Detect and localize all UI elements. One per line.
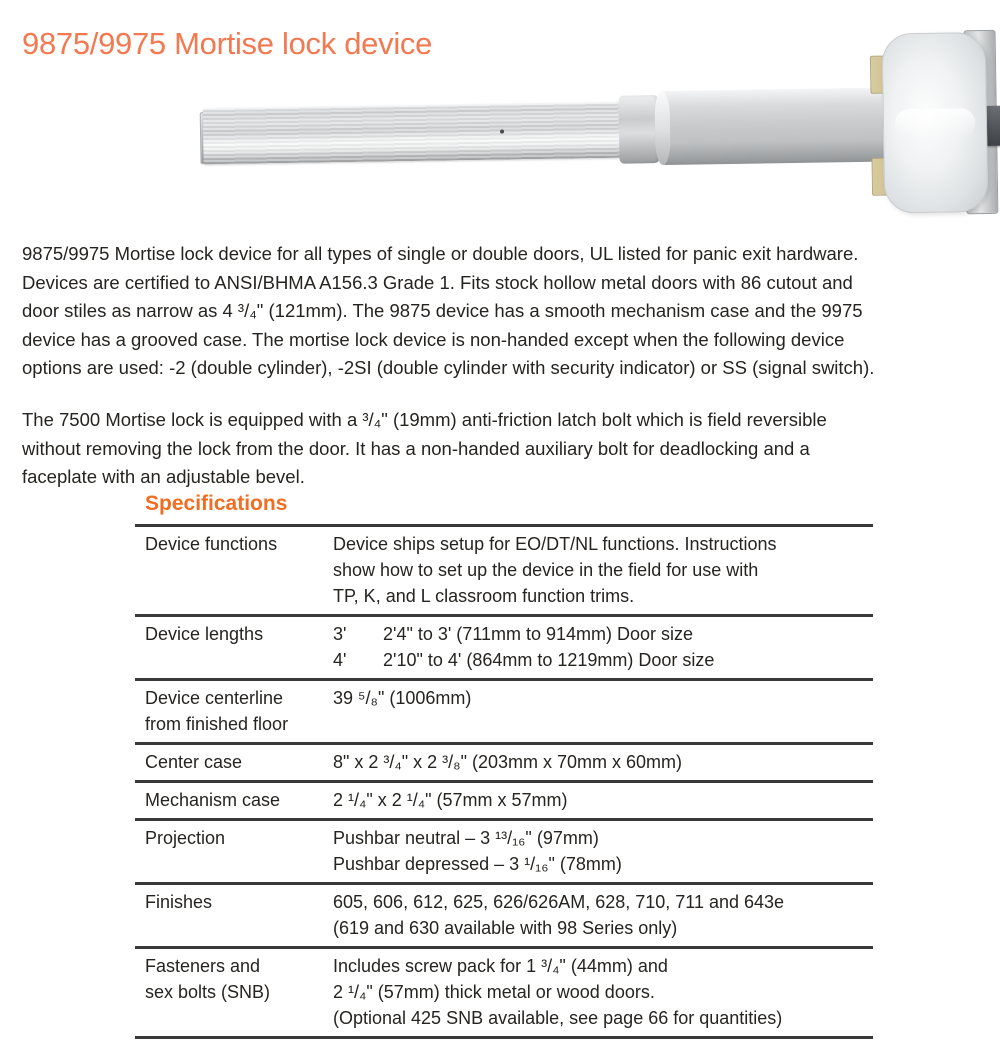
spec-row — [135, 821, 873, 885]
intro-paragraph-2: The 7500 Mortise lock is equipped with a ³/₄" (19mm) anti-friction latch bolt which is field reversible without removing the lock from the door. It has a non-handed auxiliary bolt for deadlocking and a faceplate with an adjustable bevel. — [22, 409, 827, 487]
spec-row-label — [135, 531, 333, 609]
spec-row — [135, 681, 873, 745]
spec-row-value — [333, 787, 873, 813]
spec-row-label — [135, 889, 333, 941]
specifications-heading: Specifications — [145, 492, 288, 515]
spec-value-line: TP, K, and L classroom function trims. — [333, 586, 635, 606]
page-title: 9875/9975 Mortise lock device — [22, 26, 433, 61]
specifications-table — [135, 524, 873, 1039]
spec-row-value — [333, 621, 873, 673]
spec-row — [135, 527, 873, 617]
pushbar-rail — [203, 101, 654, 164]
device-length-size: 4' — [333, 650, 347, 670]
spec-value-line: Pushbar neutral – 3 ¹³/₁₆" (97mm) — [333, 828, 599, 848]
spec-row-label — [135, 825, 333, 877]
spec-value-line: 2 ¹/₄" x 2 ¹/₄" (57mm x 57mm) — [333, 790, 568, 810]
device-length-size: 3' — [333, 624, 347, 644]
spec-label-line: from finished floor — [145, 714, 289, 734]
spec-row-value — [333, 749, 873, 775]
spec-row-label — [135, 749, 333, 775]
spec-row-label — [135, 621, 333, 673]
spec-row — [135, 949, 873, 1039]
spec-value-line: 39 ⁵/₈" (1006mm) — [333, 688, 472, 708]
rail-set-screw-dot — [500, 130, 504, 134]
spec-label-line: Device functions — [145, 534, 278, 554]
spec-row-label — [135, 685, 333, 737]
spec-label-line: Fasteners and — [145, 956, 261, 976]
spec-row — [135, 745, 873, 783]
spec-label-line: Projection — [145, 828, 226, 848]
tube-ring — [654, 91, 670, 165]
spec-value-line: Pushbar depressed – 3 ¹/₁₆" (78mm) — [333, 854, 622, 874]
spec-value-line: 8" x 2 ³/₄" x 2 ³/₈" (203mm x 70mm x 60mm) — [333, 752, 683, 772]
spec-row-value — [333, 825, 873, 877]
spec-value-line: 3' 2'4" to 3' (711mm to 914mm) Door size — [333, 621, 873, 647]
spec-label-line: sex bolts (SNB) — [145, 982, 271, 1002]
spec-row-value — [333, 953, 873, 1031]
spec-row-label — [135, 787, 333, 813]
spec-label-line: Mechanism case — [145, 790, 281, 810]
spec-row — [135, 885, 873, 949]
spec-row-value — [333, 889, 873, 941]
spec-value-line: Includes screw pack for 1 ³/₄" (44mm) and — [333, 956, 668, 976]
spec-value-line: (Optional 425 SNB available, see page 66 for quantities) — [333, 1008, 783, 1028]
spec-row — [135, 783, 873, 821]
spec-label-line: Finishes — [145, 892, 213, 912]
spec-row-value — [333, 685, 873, 737]
spec-row-value — [333, 531, 873, 609]
center-case-highlight — [895, 108, 975, 139]
spec-label-line: Device lengths — [145, 624, 264, 644]
spec-value-line: 605, 606, 612, 625, 626/626AM, 628, 710, 711 and 643e — [333, 892, 785, 912]
spec-value-line: 2 ¹/₄" (57mm) thick metal or wood doors. — [333, 982, 655, 1002]
spec-label-line: Center case — [145, 752, 243, 772]
mechanism-case-tube — [654, 87, 891, 165]
spec-row — [135, 617, 873, 681]
intro-paragraph-1: 9875/9975 Mortise lock device for all types of single or double doors, UL listed for panic exit hardware. Devices are certified to ANSI/BHMA A156.3 Grade 1. Fits stock hollow metal doors with 86 cutout and door stiles as narrow as 4 ³/₄" (121mm). The 9875 device has a smooth mechanism case and the 9975 device has a grooved case. The mortise lock device is non-handed except when the following device options are used: -2 (double cylinder), -2SI (double cylinder with security indicator) or SS (signal switch). — [22, 243, 875, 378]
rail-tube-collar — [618, 95, 659, 164]
spec-value-line: show how to set up the device in the field for use with — [333, 560, 759, 580]
spec-row-label — [135, 953, 333, 1031]
spec-label-line: Device centerline — [145, 688, 284, 708]
spec-value-line: (619 and 630 available with 98 Series only) — [333, 918, 678, 938]
product-image — [193, 22, 1000, 235]
spec-value-line: Device ships setup for EO/DT/NL functions. Instructions — [333, 534, 777, 554]
spec-value-line: 4' 2'10" to 4' (864mm to 1219mm) Door size — [333, 647, 873, 673]
